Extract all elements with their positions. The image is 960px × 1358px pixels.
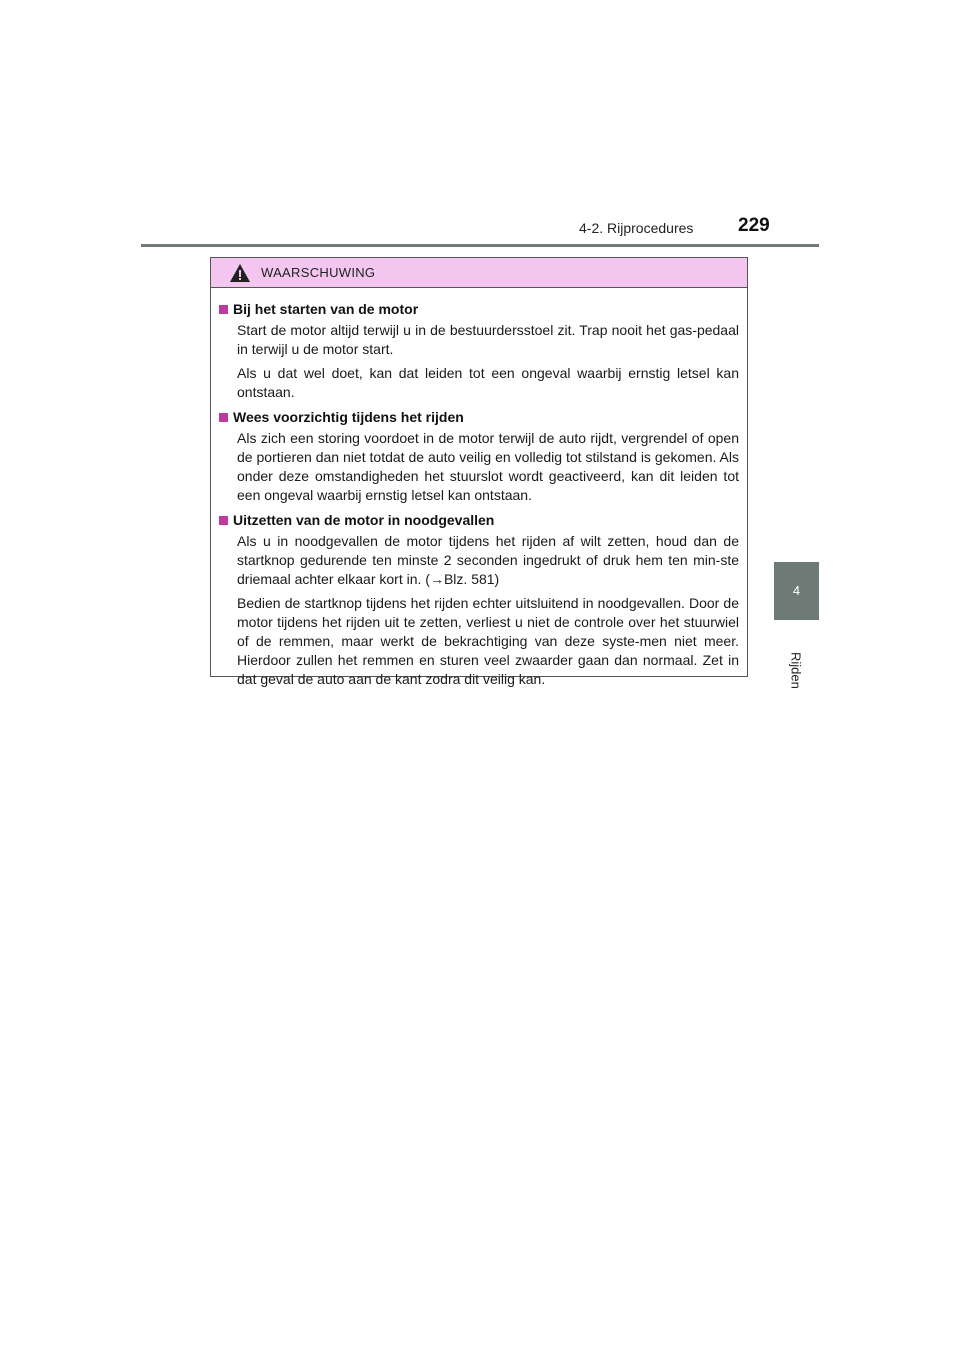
chapter-label: Rijden (788, 652, 804, 689)
square-bullet-icon (219, 305, 228, 314)
warning-title: WAARSCHUWING (261, 265, 376, 280)
section-heading: Uitzetten van de motor in noodgevallen (233, 512, 495, 528)
warning-section (219, 511, 739, 689)
warning-triangle-icon (229, 263, 251, 283)
square-bullet-icon (219, 413, 228, 422)
page-number: 229 (738, 215, 770, 236)
paragraph: Als u dat wel doet, kan dat leiden tot een ongeval waarbij ernstig letsel kan ontstaan. (237, 365, 739, 400)
section-heading: Bij het starten van de motor (233, 301, 419, 317)
warning-body (211, 288, 747, 689)
section-title: 4-2. Rijprocedures (579, 220, 694, 236)
paragraph: Start de motor altijd terwijl u in de bestuurdersstoel zit. Trap nooit het gas-pedaal in terwijl u de motor start. (237, 322, 739, 357)
paragraph: Bedien de startknop tijdens het rijden echter uitsluitend in noodgevallen. Door de motor tijdens het rijden uit te zetten, verliest u niet de controle over het stuurwiel of de remmen, maar werkt de bekrachtiging van deze syste-men niet meer. Hierdoor zullen het remmen en sturen veel zwaarder gaan dan normaal. Zet in dat geval de auto aan de kant zodra dit veilig kan. (237, 595, 739, 687)
paragraph: Als u in noodgevallen de motor tijdens het rijden af wilt zetten, houd dan de startknop gedurende ten minste 2 seconden ingedrukt of druk hem ten min-ste driemaal achter elkaar kort in. (→Blz. 581) (237, 533, 739, 587)
warning-header (211, 258, 747, 288)
warning-box (210, 257, 748, 687)
paragraph: Als zich een storing voordoet in de motor terwijl de auto rijdt, vergrendel of open de portieren dan niet totdat de auto veilig en volledig tot stilstand is gekomen. Als onder deze omstandigheden het stuurslot wordt geactiveerd, kan dit leiden tot een ongeval waarbij ernstig letsel kan ontstaan. (237, 430, 739, 503)
header-divider (141, 244, 819, 247)
warning-section (219, 300, 739, 402)
warning-section (219, 408, 739, 505)
section-heading: Wees voorzichtig tijdens het rijden (233, 409, 464, 425)
square-bullet-icon (219, 516, 228, 525)
chapter-tab: 4 (774, 562, 819, 620)
